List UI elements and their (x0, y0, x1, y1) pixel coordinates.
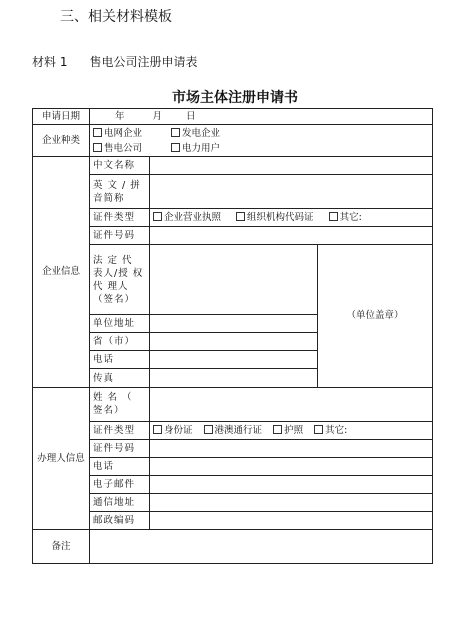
checkbox-icon[interactable] (314, 425, 323, 434)
checkbox-icon[interactable] (329, 212, 338, 221)
enterprise-info-label: 企业信息 (33, 157, 90, 387)
apply-date-row (33, 109, 433, 125)
option-business-license[interactable]: 企业营业执照 (153, 211, 221, 224)
province-label: 省（市） (90, 333, 150, 351)
remarks-label: 备注 (33, 529, 90, 563)
cert-no-label: 证件号码 (90, 227, 150, 245)
agent-postcode-field[interactable] (150, 511, 433, 529)
form-title: 市场主体注册申请书 (172, 90, 298, 106)
material-name: 售电公司注册申请表 (89, 55, 198, 69)
remarks-row (33, 529, 433, 563)
cn-name-label: 中文名称 (90, 157, 150, 175)
checkbox-icon[interactable] (153, 425, 162, 434)
material-heading (32, 53, 197, 70)
agent-address-row (33, 493, 433, 511)
agent-cert-no-field[interactable] (150, 439, 433, 457)
registration-form-table (32, 108, 433, 564)
option-id-card[interactable]: 身份证 (153, 424, 193, 437)
province-field[interactable] (150, 333, 318, 351)
option-org-code-cert[interactable]: 组织机构代码证 (236, 211, 314, 224)
agent-cert-no-row (33, 439, 433, 457)
remarks-field[interactable] (90, 529, 433, 563)
option-power-user[interactable]: 电力用户 (171, 142, 269, 155)
seal-area: （单位盖章） (318, 245, 433, 387)
enterprise-type-row (33, 125, 433, 157)
agent-name-label: 姓 名 （ 签名） (90, 387, 150, 421)
option-passport[interactable]: 护照 (273, 424, 303, 437)
checkbox-icon[interactable] (153, 212, 162, 221)
checkbox-icon[interactable] (171, 143, 180, 152)
address-field[interactable] (150, 315, 318, 333)
agent-cert-type-options (150, 421, 433, 439)
checkbox-icon[interactable] (204, 425, 213, 434)
legal-rep-label: 法 定 代 表人/授 权 代 理人（签名） (90, 245, 150, 315)
agent-name-field[interactable] (150, 387, 433, 421)
agent-cert-no-label: 证件号码 (90, 439, 150, 457)
legal-rep-row (33, 245, 433, 315)
agent-name-row (33, 387, 433, 421)
agent-email-field[interactable] (150, 475, 433, 493)
agent-phone-label: 电话 (90, 457, 150, 475)
option-power-generation[interactable]: 发电企业 (171, 127, 269, 140)
agent-email-row (33, 475, 433, 493)
checkbox-icon[interactable] (273, 425, 282, 434)
enterprise-cert-type-row (33, 209, 433, 227)
enterprise-type-options (90, 125, 433, 157)
option-hk-macau-pass[interactable]: 港澳通行证 (204, 424, 263, 437)
address-label: 单位地址 (90, 315, 150, 333)
legal-rep-field[interactable] (150, 245, 318, 315)
option-grid-enterprise[interactable]: 电网企业 (93, 127, 159, 140)
phone-label: 电话 (90, 351, 150, 369)
material-label: 材料 1 (32, 55, 68, 69)
phone-field[interactable] (150, 351, 318, 369)
fax-field[interactable] (150, 369, 318, 387)
apply-date-value[interactable] (90, 109, 433, 125)
apply-date-label: 申请日期 (33, 109, 90, 125)
enterprise-type-label: 企业种类 (33, 125, 90, 157)
agent-phone-row (33, 457, 433, 475)
cn-name-field[interactable] (150, 157, 433, 175)
checkbox-icon[interactable] (93, 128, 102, 137)
section-title: 三、相关材料模板 (60, 9, 172, 25)
agent-postcode-row (33, 511, 433, 529)
checkbox-icon[interactable] (93, 143, 102, 152)
agent-info-label: 办理人信息 (33, 387, 90, 529)
day-label: 日 (186, 111, 196, 123)
month-label: 月 (152, 111, 163, 123)
checkbox-icon[interactable] (171, 128, 180, 137)
en-name-row (33, 175, 433, 209)
checkbox-icon[interactable] (236, 212, 245, 221)
fax-label: 传真 (90, 369, 150, 387)
option-agent-other[interactable]: 其它: (314, 424, 347, 437)
year-label: 年 (115, 111, 125, 123)
agent-cert-type-row (33, 421, 433, 439)
agent-address-field[interactable] (150, 493, 433, 511)
enterprise-cert-no-row (33, 227, 433, 245)
agent-phone-field[interactable] (150, 457, 433, 475)
en-name-label: 英 文 / 拼音简称 (90, 175, 150, 209)
agent-cert-type-label: 证件类型 (90, 421, 150, 439)
cert-type-label: 证件类型 (90, 209, 150, 227)
agent-address-label: 通信地址 (90, 493, 150, 511)
agent-email-label: 电子邮件 (90, 475, 150, 493)
cn-name-row (33, 157, 433, 175)
cert-no-field[interactable] (150, 227, 433, 245)
agent-postcode-label: 邮政编码 (90, 511, 150, 529)
cert-type-options (150, 209, 433, 227)
option-other-cert[interactable]: 其它: (329, 211, 362, 224)
en-name-field[interactable] (150, 175, 433, 209)
option-retail-company[interactable]: 售电公司 (93, 142, 159, 155)
